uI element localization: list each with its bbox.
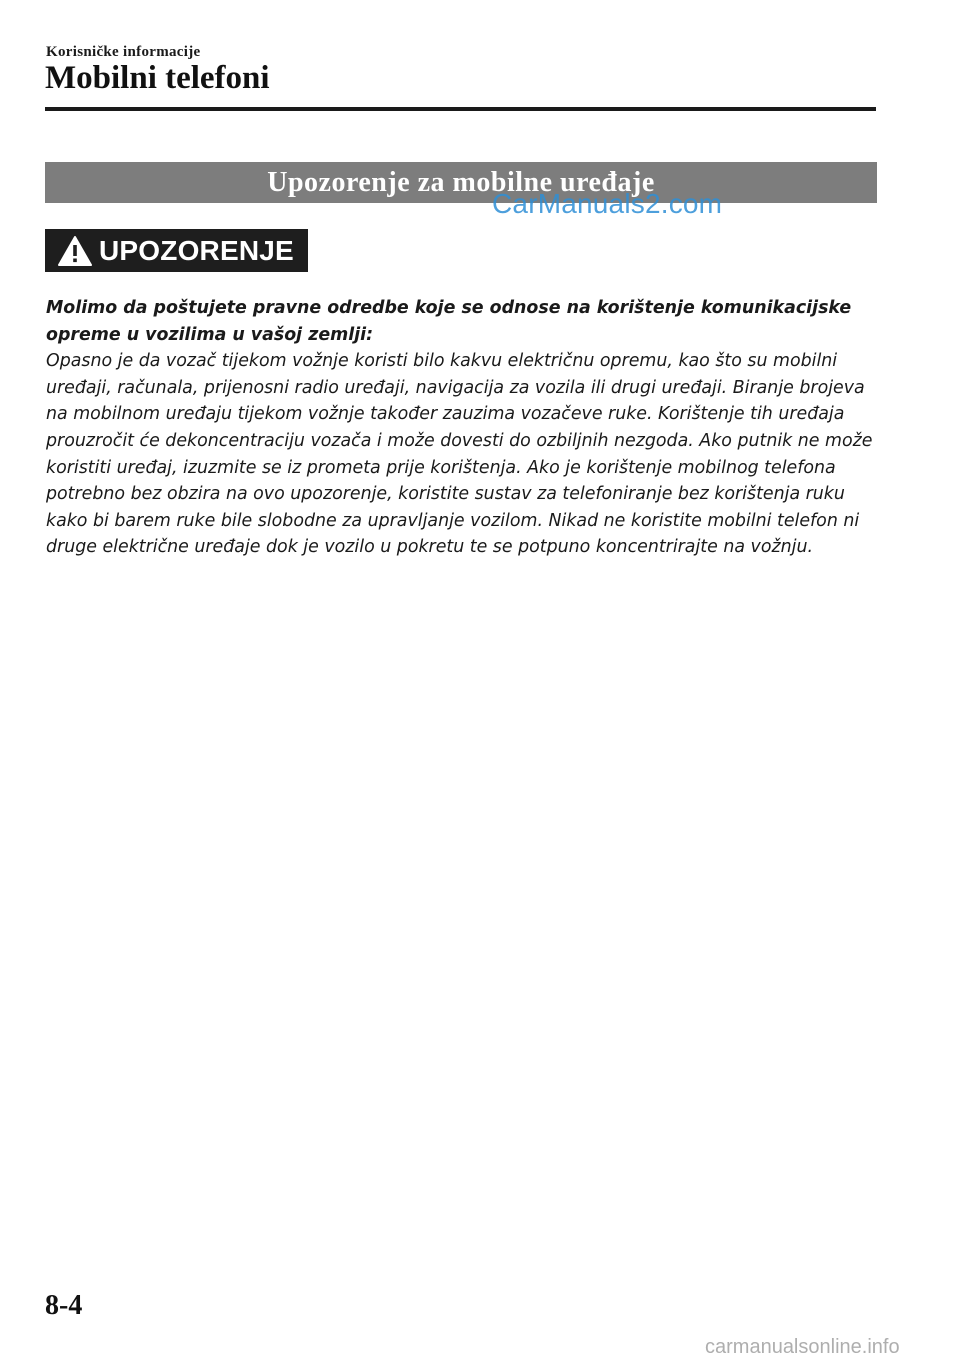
warning-body-text: Opasno je da vozač tijekom vožnje koristi bilo kakvu električnu opremu, kao što su mobilni uređaji, računala, prijenosni radio uređaji, navigacija za vozila ili drugi uređaji. Biranje brojeva na mobilnom uređaju tijekom vožnje također zauzima vozačeve ruke. Korištenje tih uređaja prouzročit će dekoncentraciju vozača i može dovesti do ozbiljnih nezgoda. Ako putnik ne može koristiti uređaj, izuzmite se iz prometa prije korištenja. Ako je korištenje mobilnog telefona potrebno bez obzira na ovo upozorenje, koristite sustav za telefoniranje bez korištenja ruku kako bi barem ruke bile slobodne za upravljanje vozilom. Nikad ne koristite mobilni telefon ni druge električne uređaje dok je vozilo u pokretu te se potpuno koncentrirajte na vožnju. (46, 351, 873, 558)
subheading-bar (45, 162, 877, 203)
title-divider (45, 107, 876, 111)
watermark-carmanualsonline: carmanualsonline.info (705, 1336, 900, 1358)
subheading-title: Upozorenje za mobilne uređaje (267, 166, 655, 198)
warning-label: UPOZORENJE (99, 234, 294, 266)
warning-lead-text: Molimo da poštujete pravne odredbe koje se odnose na korištenje komunikacijske opreme u vozilima u vašoj zemlji: (46, 298, 852, 345)
section-label: Korisničke informacije (46, 44, 201, 60)
watermark-carmanuals2: CarManuals2.com (492, 188, 723, 219)
warning-body (46, 295, 881, 561)
page-number: 8-4 (45, 1290, 83, 1321)
warning-badge (45, 229, 308, 272)
page-title: Mobilni telefoni (45, 60, 270, 96)
warning-triangle-icon (55, 229, 95, 272)
